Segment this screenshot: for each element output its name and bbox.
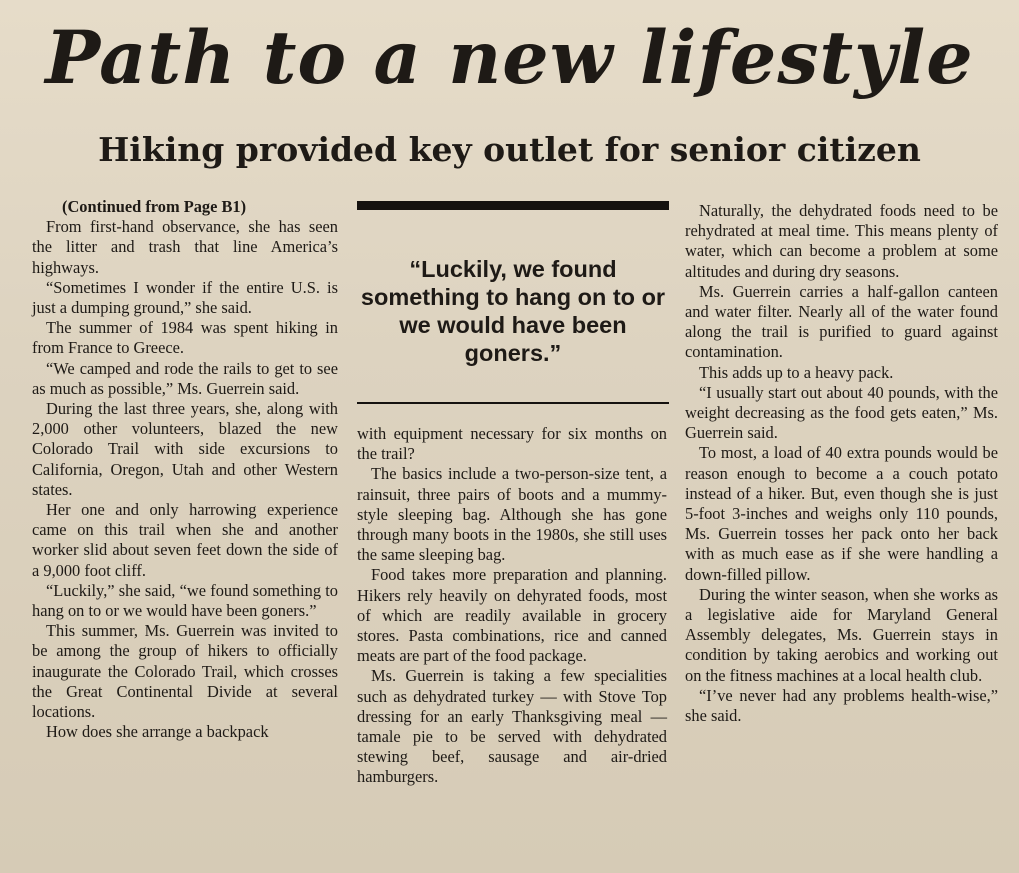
- paragraph: During the last three years, she, along with 2,000 other volunteers, blazed the new Colorado Trail with side excursions to California, Oregon, Utah and other Western states.: [32, 399, 338, 499]
- paragraph: The basics include a two-person-size tent, a rainsuit, three pairs of boots and a mummy-style sleeping bag. Although she has gone through many boots in the 1980s, she still uses the same sleeping bag.: [357, 464, 667, 565]
- paragraph: Her one and only harrowing experience came on this trail when she and another worker slid about seven feet down the side of a 9,000 foot cliff.: [32, 500, 338, 580]
- article-column-3: [685, 201, 998, 726]
- paragraph: How does she arrange a backpack: [46, 722, 269, 742]
- pull-quote-bottom-rule: [357, 402, 669, 404]
- paragraph: From first-hand observance, she has seen the litter and trash that line America’s highways.: [32, 217, 338, 277]
- subheadline: Hiking provided key outlet for senior citizen: [98, 130, 921, 169]
- pull-quote: “Luckily, we found something to hang on to or we would have been goners.”: [360, 256, 666, 366]
- paragraph: Food takes more preparation and planning. Hikers rely heavily on dehyrated foods, most of which are readily available in grocery stores. Pasta combinations, rice and canned meats are part of the food package.: [357, 565, 667, 666]
- paragraph: This adds up to a heavy pack.: [699, 362, 894, 382]
- paragraph: “I’ve never had any problems health-wise,” she said.: [685, 685, 998, 726]
- pull-quote-top-rule: [357, 201, 669, 210]
- paragraph: “We camped and rode the rails to get to see as much as possible,” Ms. Guerrein said.: [32, 358, 338, 398]
- paragraph: This summer, Ms. Guerrein was invited to be among the group of hikers to officially inaugurate the Colorado Trail, which crosses the Great Continental Divide at several locations.: [32, 621, 338, 722]
- paragraph: “I usually start out about 40 pounds, with the weight decreasing as the food gets eaten,” Ms. Guerrein said.: [685, 382, 998, 443]
- headline: Path to a new lifestyle: [45, 15, 974, 101]
- article-column-1: [32, 197, 338, 742]
- paragraph: During the winter season, when she works as a legislative aide for Maryland General Assembly delegates, Ms. Guerrein stays in condition by taking aerobics and working out on the fitness machines at a local health club.: [685, 584, 998, 685]
- paragraph: with equipment necessary for six months on the trail?: [357, 424, 667, 464]
- paragraph: “Luckily,” she said, “we found something to hang on to or we would have been goners.”: [32, 580, 338, 621]
- paragraph: Naturally, the dehydrated foods need to be rehydrated at meal time. This means plenty of water, which can become a problem at some altitudes and during dry seasons.: [685, 201, 998, 281]
- paragraph: The summer of 1984 was spent hiking in from France to Greece.: [32, 318, 338, 358]
- paragraph: Ms. Guerrein carries a half-gallon canteen and water filter. Nearly all of the water found along the trail is purified to guard against contamination.: [685, 281, 998, 362]
- paragraph: “Sometimes I wonder if the entire U.S. is just a dumping ground,” she said.: [32, 277, 338, 318]
- paragraph: To most, a load of 40 extra pounds would be reason enough to become a a couch potato instead of a hiker. But, even though she is just 5-foot 3-inches and weighs only 110 pounds, Ms. Guerrein tosses her pack onto her back with as much ease as if she were handling a down-filled pillow.: [685, 443, 998, 584]
- paragraph: Ms. Guerrein is taking a few specialities such as dehydrated turkey — with Stove Top dressing for an early Thanksgiving meal — tamale pie to be served with dehydrated stewing beef, sausage and air-dried hamburgers.: [357, 666, 667, 787]
- article-column-2: [357, 424, 667, 788]
- continued-from-line: (Continued from Page B1): [62, 197, 247, 216]
